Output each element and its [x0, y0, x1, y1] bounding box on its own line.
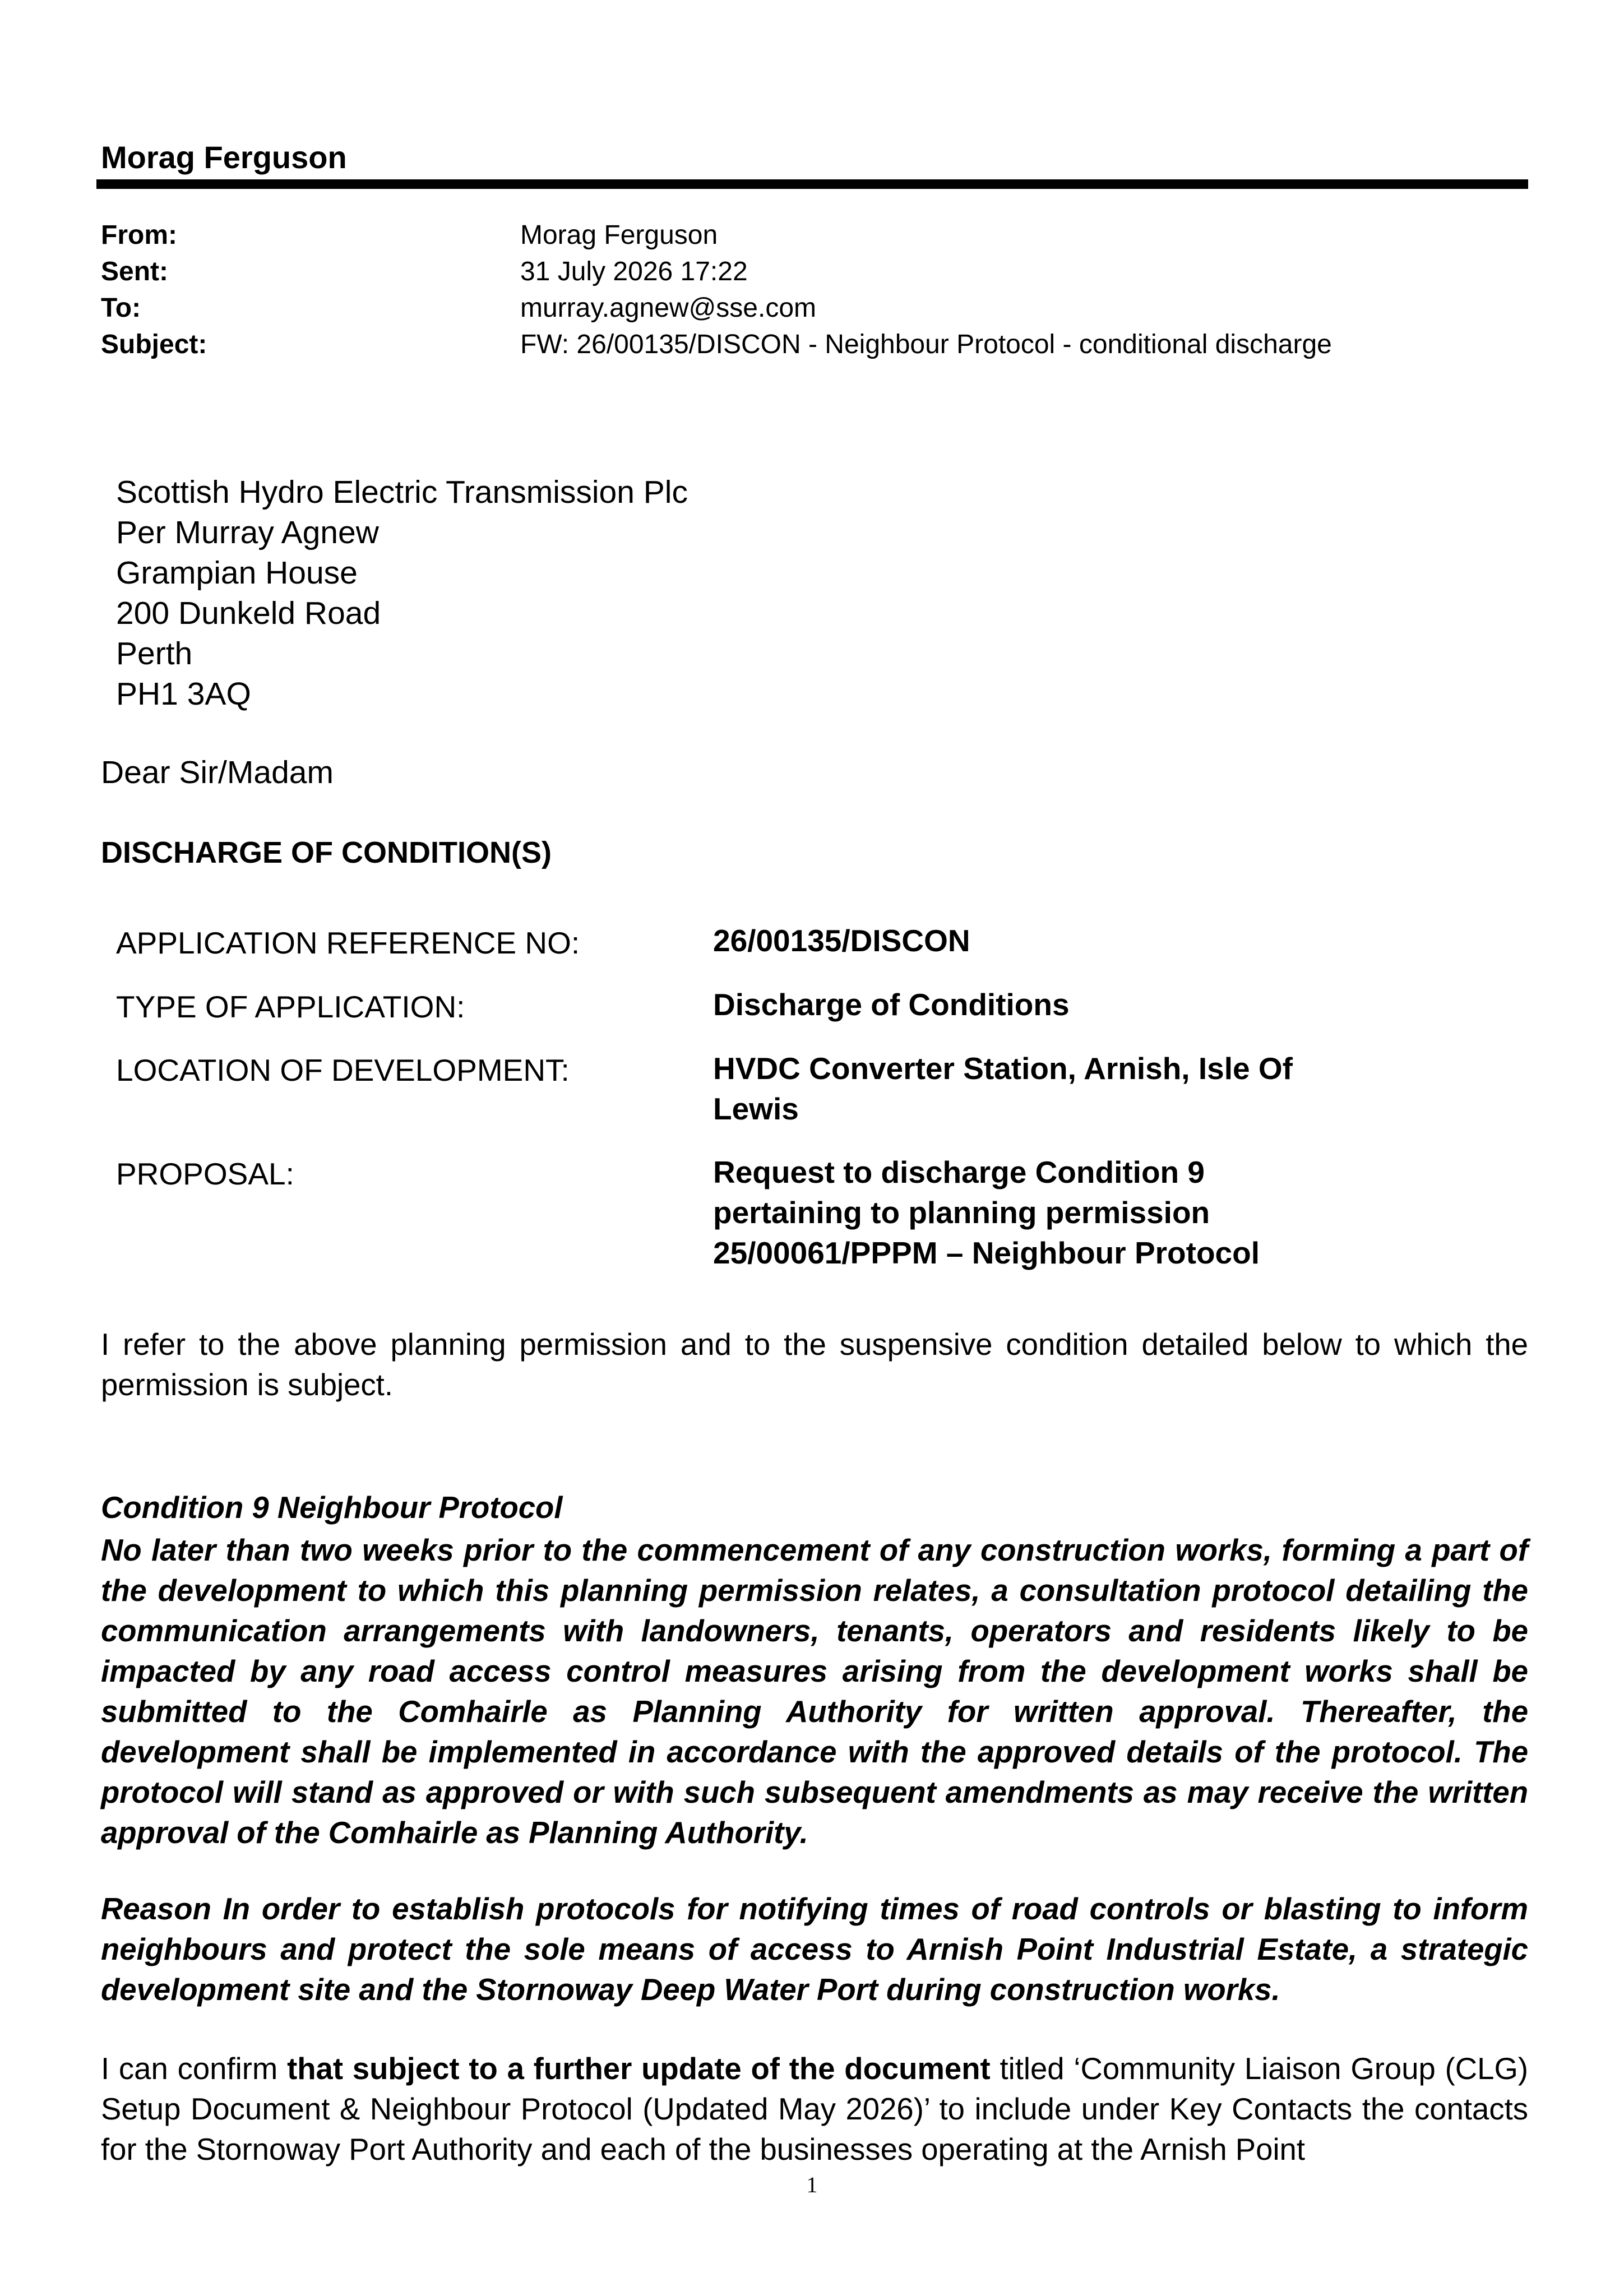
- address-line: Perth: [116, 636, 193, 672]
- proposal-label: PROPOSAL:: [116, 1156, 294, 1191]
- confirmation-bold: that subject to a further update of the document: [287, 2052, 991, 2086]
- from-value: Morag Ferguson: [520, 220, 718, 250]
- recipient-address: [116, 472, 688, 714]
- condition-reason: Reason In order to establish protocols for notifying times of road controls or blasting to inform neighbours and protect the sole means of access to Arnish Point Industrial Estate, a strategic development site and the Stornoway Deep Water Port during construction works.: [101, 1892, 1528, 2007]
- subject-value: FW: 26/00135/DISCON - Neighbour Protocol - conditional discharge: [520, 330, 1332, 359]
- address-line: 200 Dunkeld Road: [116, 595, 381, 631]
- to-label: To:: [101, 293, 141, 323]
- address-line: PH1 3AQ: [116, 676, 251, 712]
- application-type-label: TYPE OF APPLICATION:: [116, 989, 465, 1024]
- sender-name-heading: Morag Ferguson: [101, 140, 347, 175]
- from-label: From:: [101, 220, 177, 250]
- subject-label: Subject:: [101, 330, 207, 359]
- address-line: Per Murray Agnew: [116, 515, 379, 550]
- address-line: Scottish Hydro Electric Transmission Plc: [116, 474, 688, 510]
- confirmation-prefix: I can confirm: [101, 2052, 288, 2086]
- application-type-value: Discharge of Conditions: [713, 987, 1070, 1022]
- proposal-value: Request to discharge Condition 9 pertaining to planning permission 25/00061/PPPM – Neighbour Protocol: [713, 1155, 1260, 1270]
- address-line: Grampian House: [116, 555, 358, 591]
- section-title: DISCHARGE OF CONDITION(S): [101, 836, 552, 869]
- salutation: Dear Sir/Madam: [101, 754, 334, 790]
- sent-label: Sent:: [101, 257, 168, 286]
- condition-title: Condition 9 Neighbour Protocol: [101, 1490, 563, 1525]
- intro-paragraph: I refer to the above planning permission and to the suspensive condition detailed below to which the permission is subject.: [101, 1327, 1528, 1402]
- location-value: HVDC Converter Station, Arnish, Isle Of Lewis: [713, 1051, 1293, 1126]
- header-divider: [96, 179, 1528, 189]
- confirmation-paragraph: [101, 2049, 1528, 2170]
- confirmation-suffix: titled ‘Community Liaison Group (CLG) Setup Document & Neighbour Protocol (Updated May 2026)’ to include under Key Contacts the contacts for the Stornoway Port Authority and each of the businesses operating at the Arnish Point: [101, 2052, 1529, 2167]
- location-label: LOCATION OF DEVELOPMENT:: [116, 1053, 570, 1087]
- application-ref-value: 26/00135/DISCON: [713, 923, 970, 958]
- application-ref-label: APPLICATION REFERENCE NO:: [116, 925, 580, 960]
- page-number: 1: [806, 2172, 818, 2197]
- to-value[interactable]: murray.agnew@sse.com: [520, 293, 816, 323]
- sent-value: 31 July 2026 17:22: [520, 257, 748, 286]
- condition-text: No later than two weeks prior to the commencement of any construction works, forming a part of the development to which this planning permission relates, a consultation protocol detailing the communication arrangements with landowners, tenants, operators and residents likely to be impacted by any road access control measures arising from the development works shall be submitted to the Comhairle as Planning Authority for written approval. Thereafter, the development shall be implemented in accordance with the approved details of the protocol. The protocol will stand as approved or with such subsequent amendments as may receive the written approval of the Comhairle as Planning Authority.: [101, 1533, 1528, 1850]
